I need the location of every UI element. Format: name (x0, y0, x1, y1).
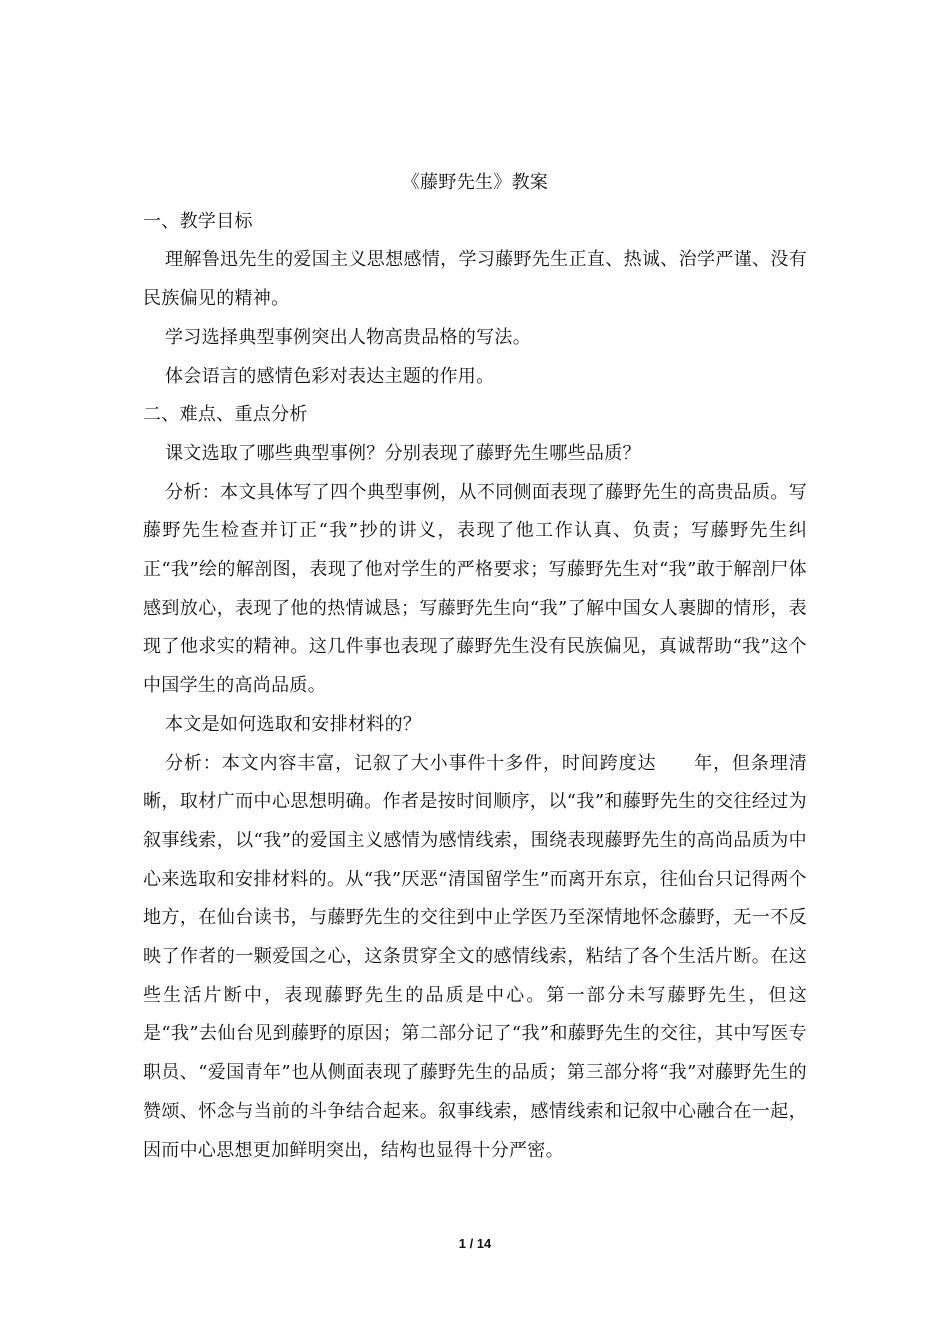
document-body (143, 164, 807, 1170)
document-title: 《藤野先生》教案 (401, 172, 549, 193)
paragraph-analysis: 分析：本文具体写了四个典型事例，从不同侧面表现了藤野先生的高贵品质。写藤野先生检查并订正“我”抄的讲义，表现了他工作认真、负责；写藤野先生纠正“我”绘的解剖图，表现了他对学生的严格要求；写藤野先生对“我”敢于解剖尸体感到放心，表现了他的热情诚恳；写藤野先生向“我”了解中国女人裹脚的情形，表现了他求实的精神。这几件事也表现了藤野先生没有民族偏见，真诚帮助“我”这个中国学生的高尚品质。 (143, 481, 807, 697)
paragraph: 体会语言的感情色彩对表达主题的作用。 (165, 365, 495, 387)
paragraph: 理解鲁迅先生的爱国主义思想感情，学习藤野先生正直、热诚、治学严谨、没有民族偏见的精神。 (143, 249, 807, 310)
paragraph-analysis: 分析：本文内容丰富，记叙了大小事件十多件，时间跨度达 年，但条理清晰，取材广而中心思想明确。作者是按时间顺序，以“我”和藤野先生的交往经过为叙事线索，以“我”的爱国主义感情为感情线索，围绕表现藤野先生的高尚品质为中心来选取和安排材料的。从“我”厌恶“清国留学生”而离开东京，往仙台只记得两个地方，在仙台读书，与藤野先生的交往到中止学医乃至深情地怀念藤野，无一不反映了作者的一颗爱国之心，这条贯穿全文的感情线索，粘结了各个生活片断。在这些生活片断中，表现藤野先生的品质是中心。第一部分未写藤野先生，但这是“我”去仙台见到藤野的原因；第二部分记了“我”和藤野先生的交往，其中写医专职员、“爱国青年”也从侧面表现了藤野先生的品质；第三部分将“我”对藤野先生的赞颂、怀念与当前的斗争结合起来。叙事线索，感情线索和记叙中心融合在一起，因而中心思想更加鲜明突出，结构也显得十分严密。 (143, 752, 807, 1161)
section-heading-key-points: 二、难点、重点分析 (143, 404, 308, 426)
paragraph-question: 课文选取了哪些典型事例？分别表现了藤野先生哪些品质？ (165, 442, 641, 464)
page-number: 1 / 14 (458, 1236, 492, 1251)
paragraph-question: 本文是如何选取和安排材料的？ (165, 713, 422, 735)
section-heading-teaching-goals: 一、教学目标 (143, 210, 253, 232)
paragraph: 学习选择典型事例突出人物高贵品格的写法。 (165, 326, 531, 348)
